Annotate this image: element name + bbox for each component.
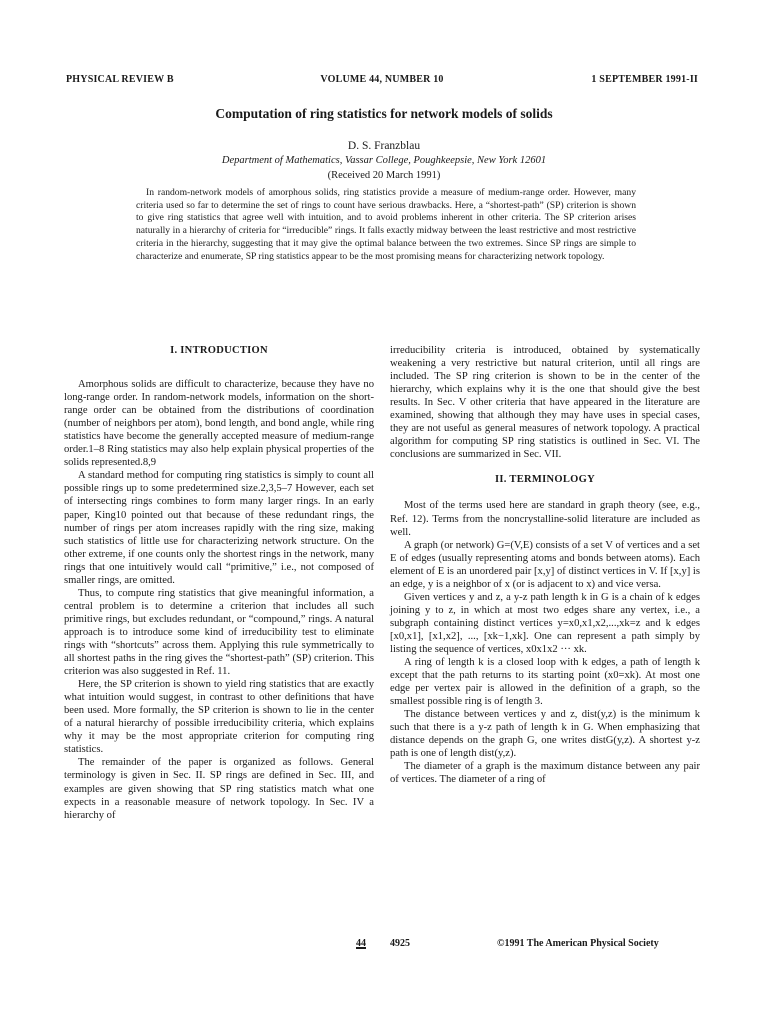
paragraph: Given vertices y and z, a y-z path length k in G is a chain of k edges joining y to z, in which at most two edges share any vertex, i.e., a subgraph containing distinct vertices y=x0,x1,x2,...,xk=z and k edges [x0,x1], [x1,x2], ..., [xk−1,xk]. One can represent a path simply by listing the sequence of vertices, x0x1x2 ··· xk.	[390, 591, 700, 655]
journal-name: PHYSICAL REVIEW B	[66, 74, 174, 85]
paragraph: Amorphous solids are difficult to characterize, because they have no long-range order. In random-network models, information on the short-range order can be obtained from the distributions of coordination (number of neighbors per atom), bond length, and bond angle, while ring statistics have become the generally accepted measure of medium-range order.1–8 Ring statistics may also help explain physical properties of the solids represented.8,9	[64, 379, 374, 469]
right-column	[390, 344, 700, 787]
received-date: (Received 20 March 1991)	[327, 170, 441, 181]
left-column	[64, 344, 374, 822]
volume-issue: VOLUME 44, NUMBER 10	[320, 74, 444, 85]
paragraph: The remainder of the paper is organized as follows. General terminology is given in Sec. II. SP rings are defined in Sec. III, and examples are given showing that SP ring statistics match what one expects in a reasonable measure of network topology. In Sec. IV a hierarchy of	[64, 757, 374, 821]
paragraph: A graph (or network) G=(V,E) consists of a set V of vertices and a set E of edges (usually representing atoms and bonds between atoms). Each element of E is an unordered pair [x,y] of distinct vertices in V. If [x,y] is an edge, y is a neighbor of x (or is adjacent to x) and vice versa.	[390, 539, 700, 590]
volume-number: 44	[356, 938, 366, 949]
paragraph: A standard method for computing ring statistics is simply to count all possible rings up to some predetermined size.2,3,5–7 However, each set of intersecting rings combines to form many larger rings. In an early paper, King10 pointed out that because of these redundant rings, the number of rings per atom increases rapidly with the ring size, making such statistics of little use for characterizing network structure. On the other extreme, if one counts only the shortest rings in the network, many rings that one intuitively would call “primitive,” i.e., not composed of smaller rings, are omitted.	[64, 470, 374, 586]
author-name: D. S. Franzblau	[347, 140, 421, 152]
paragraph-continuation: irreducibility criteria is introduced, obtained by systematically weakening a very restrictive but natural criterion, until all rings are included. The SP ring criterion is shown to be in the center of the hierarchy, which explains why it is the one that should give the best results. In Sec. V other criteria that have appeared in the literature are examined, showing that although they may have uses in special cases, they are not useful as general measures of network topology. A practical algorithm for computing SP ring statistics is outlined in Sec. VI. The conclusions are summarized in Sec. VII.	[390, 345, 700, 461]
section-heading-terminology: II. TERMINOLOGY	[495, 474, 595, 486]
paper-title: Computation of ring statistics for network models of solids	[215, 106, 553, 121]
page-number: 4925	[390, 938, 410, 949]
paragraph: Here, the SP criterion is shown to yield ring statistics that are exactly what intuition would suggest, in contrast to other definitions that have been used. More formally, the SP criterion is shown to lie in the center of a natural hierarchy of possible irreducibility criteria, which explains why it may be the most appropriate criterion for computing ring statistics.	[64, 679, 374, 756]
paragraph: A ring of length k is a closed loop with k edges, a path of length k except that the path returns to its starting point (x0=xk). At most one edge per vertex pair is allowed in the definition of a graph, so the smallest possible ring is of length 3.	[390, 657, 700, 708]
section-heading-introduction: I. INTRODUCTION	[170, 345, 268, 356]
author-affiliation: Department of Mathematics, Vassar College, Poughkeepsie, New York 12601	[221, 155, 547, 166]
paragraph: Most of the terms used here are standard in graph theory (see, e.g., Ref. 12). Terms from the noncrystalline-solid literature are included as well.	[390, 500, 700, 538]
issue-date: 1 SEPTEMBER 1991-II	[591, 74, 698, 85]
abstract: In random-network models of amorphous solids, ring statistics provide a measure of medium-range order. However, many criteria used so far to determine the set of rings to count have serious drawbacks. Here, a “shortest-path” (SP) criterion is shown to give ring statistics that agree well with intuition, and to avoid problems inherent in other criteria. The SP criterion arises naturally in a hierarchy of criteria for “irreducible” rings. It falls exactly midway between the least restrictive and most restrictive criteria in the hierarchy, suggesting that it may give the optimal balance between the two extremes. Since SP rings are simple to characterize and enumerate, SP ring statistics appear to be the most promising means for characterizing network topology.	[136, 187, 636, 262]
paragraph: Thus, to compute ring statistics that give meaningful information, a central problem is to determine a criterion that includes all such primitive rings, but excludes redundant, or “compound,” rings. A natural approach is to introduce some kind of irreducibility test to eliminate rings with “shortcuts” across them. Applying this rule symmetrically to all shortest paths in the ring gives the “shortest-path” (SP) criterion. This criterion was also suggested in Ref. 11.	[64, 587, 374, 678]
paragraph: The diameter of a graph is the maximum distance between any pair of vertices. The diameter of a ring of	[390, 761, 700, 786]
paragraph: The distance between vertices y and z, dist(y,z) is the minimum k such that there is a y-z path of length k in G. When emphasizing that distance depends on the graph G, one writes distG(y,z). A shortest y-z path is one of length dist(y,z).	[390, 709, 700, 760]
copyright-notice: ©1991 The American Physical Society	[497, 938, 659, 949]
section-gap	[390, 461, 700, 473]
